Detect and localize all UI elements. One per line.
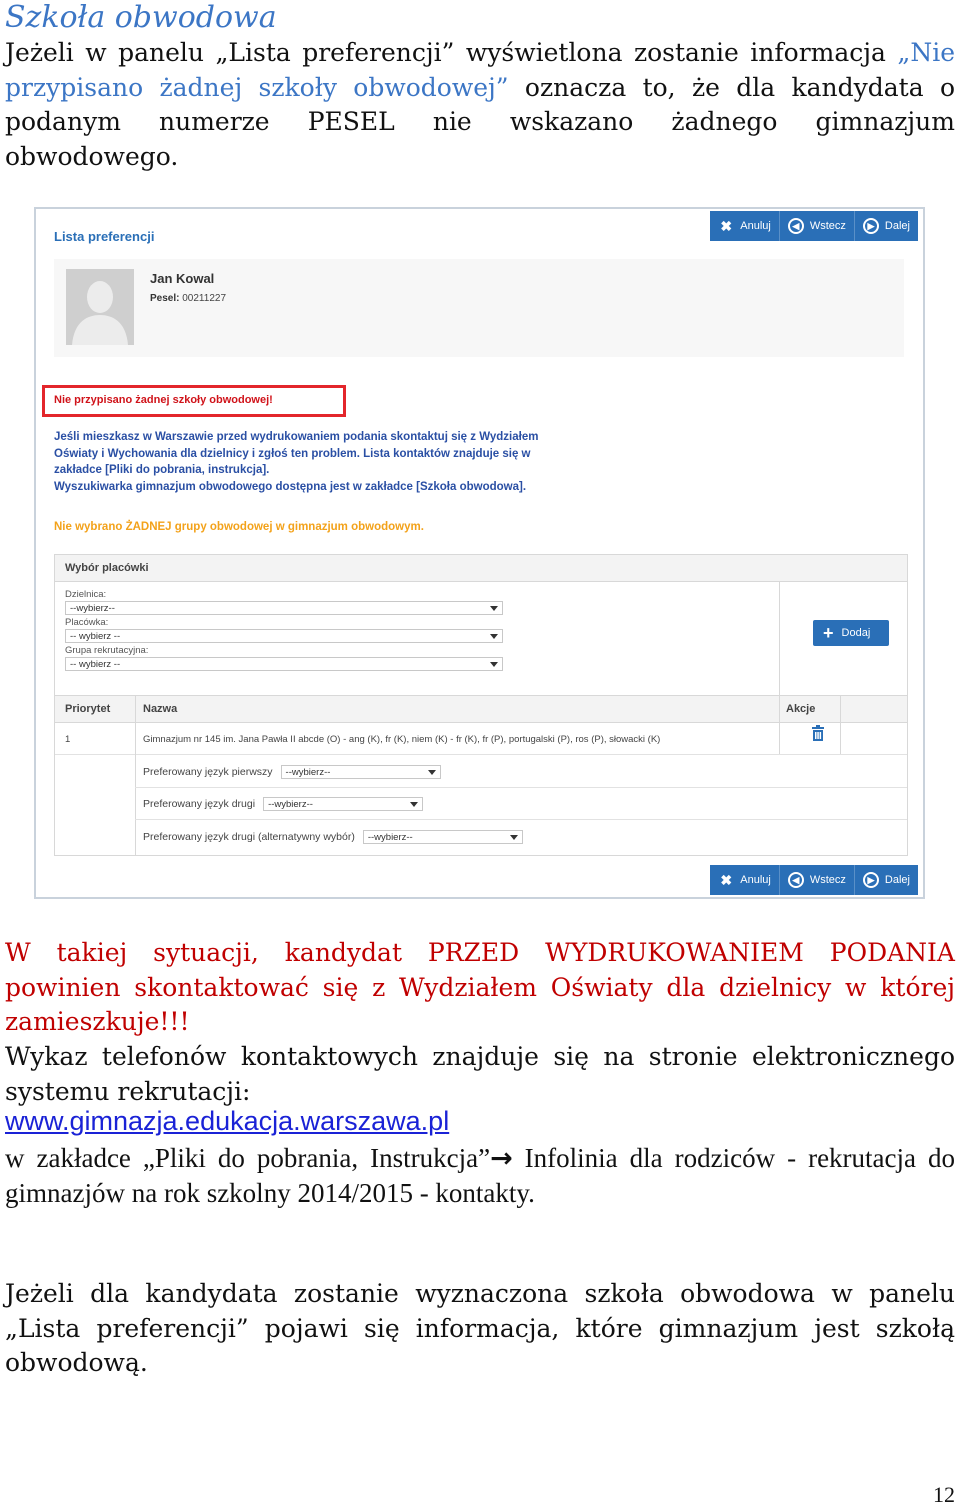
group-select[interactable] (65, 657, 503, 671)
bottom-toolbar (710, 865, 918, 895)
school-label: Placówka: (65, 617, 109, 628)
info-message (54, 429, 654, 495)
next-label: Dalej (884, 874, 910, 886)
next-button[interactable] (855, 865, 918, 895)
warning-box (42, 385, 346, 417)
group-label: Grupa rekrutacyjna: (65, 645, 149, 656)
school-value: -- wybierz -- (70, 631, 121, 642)
divider (135, 819, 907, 820)
name-header: Nazwa (143, 703, 178, 715)
close-icon: ✖ (720, 218, 733, 234)
language-second-select[interactable] (263, 797, 423, 811)
chevron-down-icon (510, 835, 518, 840)
trash-icon[interactable] (811, 725, 825, 741)
user-pesel (150, 293, 226, 304)
chevron-down-icon (490, 634, 498, 639)
divider (840, 695, 841, 754)
language-second-value: --wybierz-- (268, 799, 313, 810)
language-first-select[interactable] (281, 765, 441, 779)
language-second-label: Preferowany język drugi (143, 798, 256, 810)
plus-icon: + (823, 622, 834, 643)
info-line: zakładce [Pliki do pobrania, instrukcja]. (54, 464, 270, 476)
district-value: --wybierz-- (70, 603, 115, 614)
language-alt-label: Preferowany język drugi (alternatywny wybór) (143, 831, 355, 843)
info-line: Jeśli mieszkasz w Warszawie przed wydrukowaniem podania skontaktuj się z Wydziałem (54, 431, 539, 443)
row-name: Gimnazjum nr 145 im. Jana Pawła II abcde (O) - ang (K), fr (K), niem (K) - fr (K), fr (P), portugalski (P), ros (P), słowacki (K) (143, 734, 661, 745)
priority-header: Priorytet (65, 703, 111, 715)
user-card (54, 259, 904, 357)
intro-text-start: Jeżeli w panelu „Lista preferencji” wyświetlona zostanie informacja (5, 38, 898, 67)
district-label: Dzielnica: (65, 589, 107, 600)
language-alt-value: --wybierz-- (367, 832, 413, 843)
selection-fields (65, 587, 505, 672)
intro-highlight: „Nie przypisano żadnej szkoły obwodowej” (5, 38, 955, 102)
cancel-label: Anuluj (740, 874, 771, 886)
pesel-label: Pesel: (150, 293, 180, 304)
tab-text-end: Infolinia dla rodziców - rekrutacja do gimnazjów na rok szkolny 2014/2015 - kontakty. (5, 1143, 955, 1208)
add-label: Dodaj (841, 627, 871, 639)
cancel-label: Anuluj (740, 220, 771, 232)
user-name: Jan Kowal (150, 271, 215, 286)
cancel-button[interactable] (710, 211, 780, 241)
language-second-row (143, 797, 423, 811)
user-silhouette-icon (66, 269, 134, 345)
actions-header: Akcje (786, 703, 816, 715)
panel-header: Wybór placówki (55, 555, 907, 582)
cancel-button[interactable] (710, 865, 780, 895)
link-line (5, 1106, 449, 1137)
next-arrow-icon: ▶ (863, 872, 879, 888)
arrow-right-icon: → (490, 1143, 513, 1174)
divider (135, 787, 907, 788)
lista-preferencji-screenshot (34, 207, 925, 899)
back-label: Wstecz (809, 874, 846, 886)
back-arrow-icon: ◀ (788, 872, 804, 888)
chevron-down-icon (490, 662, 498, 667)
divider (135, 695, 136, 855)
row-priority: 1 (65, 734, 71, 745)
intro-paragraph (5, 36, 955, 174)
language-alt-row (143, 830, 523, 844)
phone-list-paragraph: Wykaz telefonów kontaktowych znajduje się na stronie elektronicznego systemu rekrutacji: (5, 1042, 955, 1106)
contact-warning-paragraph: W takiej sytuacji, kandydat PRZED WYDRUKOWANIEM PODANIA powinien skontaktować się z Wydziałem Oświaty dla dzielnicy w której zamieszkuje!!! (5, 938, 955, 1036)
tab-instructions-paragraph (5, 1141, 955, 1210)
school-selection-panel (54, 554, 908, 856)
chevron-down-icon (410, 802, 418, 807)
next-label: Dalej (884, 220, 910, 232)
group-value: -- wybierz -- (70, 659, 121, 670)
avatar (66, 269, 134, 345)
district-select[interactable] (65, 601, 503, 615)
next-button[interactable] (855, 211, 918, 241)
page-number: 12 (933, 1482, 955, 1507)
school-select[interactable] (65, 629, 503, 643)
language-first-row (143, 765, 441, 779)
panel-title: Lista preferencji (54, 229, 155, 244)
add-button[interactable] (813, 620, 889, 646)
back-button[interactable] (780, 865, 855, 895)
next-arrow-icon: ▶ (863, 218, 879, 234)
info-line: Oświaty i Wychowania dla dzielnicy i zgłoś ten problem. Lista kontaktów znajduje się w (54, 447, 531, 460)
divider (779, 695, 780, 754)
back-label: Wstecz (809, 220, 846, 232)
assigned-school-paragraph: Jeżeli dla kandydata zostanie wyznaczona szkoła obwodowa w panelu „Lista preferencji” pojawi się informacja, które gimnazjum jest szkołą obwodową. (5, 1279, 955, 1377)
intro-text-end: oznacza to, że dla kandydata o podanym numerze PESEL nie wskazano żadnego gimnazjum obwodowego. (5, 72, 956, 171)
chevron-down-icon (490, 606, 498, 611)
tab-text-start: w zakładce „Pliki do pobrania, Instrukcja” (5, 1143, 491, 1173)
pesel-value: 00211227 (182, 293, 226, 304)
chevron-down-icon (428, 770, 436, 775)
recruitment-site-link[interactable]: www.gimnazja.edukacja.warszawa.pl (5, 1106, 450, 1136)
back-button[interactable] (780, 211, 855, 241)
language-alt-select[interactable] (363, 830, 523, 844)
back-arrow-icon: ◀ (788, 218, 804, 234)
language-first-value: --wybierz-- (285, 767, 331, 778)
close-icon: ✖ (720, 872, 733, 888)
section-heading: Szkoła obwodowa (5, 0, 277, 35)
top-toolbar (710, 211, 918, 241)
info-line: Wyszukiwarka gimnazjum obwodowego dostępna jest w zakładce [Szkoła obwodowa]. (54, 480, 527, 493)
warning-text: Nie przypisano żadnej szkoły obwodowej! (54, 394, 273, 406)
language-first-label: Preferowany język pierwszy (143, 766, 273, 778)
group-warning: Nie wybrano ŻADNEJ grupy obwodowej w gimnazjum obwodowym. (54, 521, 424, 533)
